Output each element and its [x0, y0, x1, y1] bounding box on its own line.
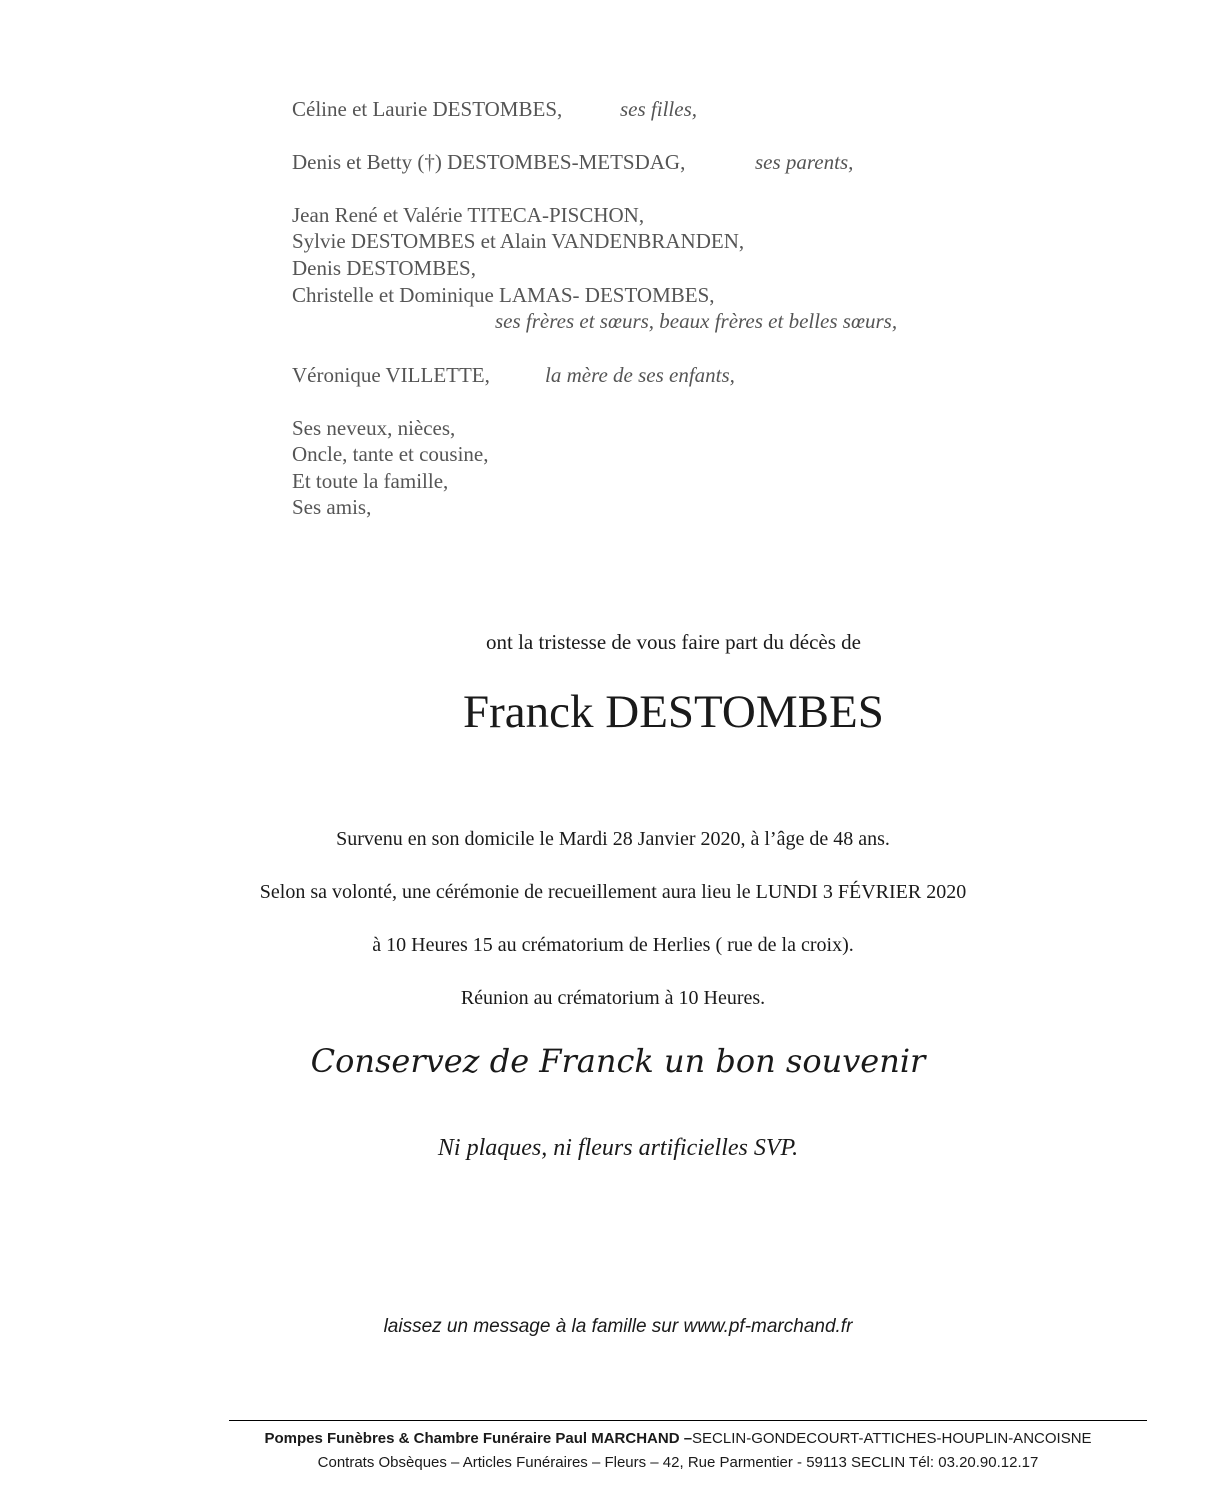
detail-line: Survenu en son domicile le Mardi 28 Janvier 2020, à l’âge de 48 ans. — [336, 828, 890, 850]
flowers-request: Ni plaques, ni fleurs artificielles SVP. — [437, 1135, 799, 1161]
mother-names: Véronique VILLETTE, — [292, 363, 490, 387]
announcement-intro: ont la tristesse de vous faire part du décès de — [486, 630, 861, 654]
other-family-line: Ses amis, — [292, 495, 372, 519]
parents-names: Denis et Betty (†) DESTOMBES-METSDAG, — [292, 150, 686, 174]
message-link[interactable]: laissez un message à la famille sur www.pf-marchand.fr — [383, 1316, 853, 1337]
sibling-line: Christelle et Dominique LAMAS- DESTOMBES, — [292, 283, 715, 307]
other-family-line: Et toute la famille, — [292, 469, 449, 493]
footer-company-name: Pompes Funèbres & Chambre Funéraire Paul MARCHAND – — [264, 1430, 693, 1447]
detail-line: Selon sa volonté, une cérémonie de recueillement aura lieu le LUNDI 3 FÉVRIER 2020 — [259, 881, 967, 903]
memory-line: Conservez de Franck un bon souvenir — [310, 1042, 926, 1080]
sibling-line: Sylvie DESTOMBES et Alain VANDENBRANDEN, — [292, 229, 745, 253]
detail-line: à 10 Heures 15 au crématorium de Herlies ( rue de la croix). — [372, 934, 854, 956]
other-family-line: Oncle, tante et cousine, — [292, 442, 489, 466]
footer-company-line — [0, 1429, 1214, 1449]
footer-divider — [229, 1420, 1147, 1421]
sibling-line: Jean René et Valérie TITECA-PISCHON, — [292, 203, 645, 227]
siblings-relation: ses frères et sœurs, beaux frères et belles sœurs, — [495, 309, 898, 333]
parents-relation: ses parents, — [755, 150, 854, 174]
daughters-names: Céline et Laurie DESTOMBES, — [292, 97, 563, 121]
sibling-line: Denis DESTOMBES, — [292, 256, 476, 280]
other-family-line: Ses neveux, nièces, — [292, 416, 456, 440]
daughters-relation: ses filles, — [620, 97, 697, 121]
footer-contact-line: Contrats Obsèques – Articles Funéraires – Fleurs – 42, Rue Parmentier - 59113 SECLIN Tél: 03.20.90.12.17 — [317, 1454, 1039, 1471]
footer-locations: SECLIN-GONDECOURT-ATTICHES-HOUPLIN-ANCOISNE — [692, 1430, 1092, 1447]
mother-relation: la mère de ses enfants, — [545, 363, 735, 387]
detail-line: Réunion au crématorium à 10 Heures. — [460, 987, 766, 1009]
deceased-name: Franck DESTOMBES — [463, 686, 884, 738]
